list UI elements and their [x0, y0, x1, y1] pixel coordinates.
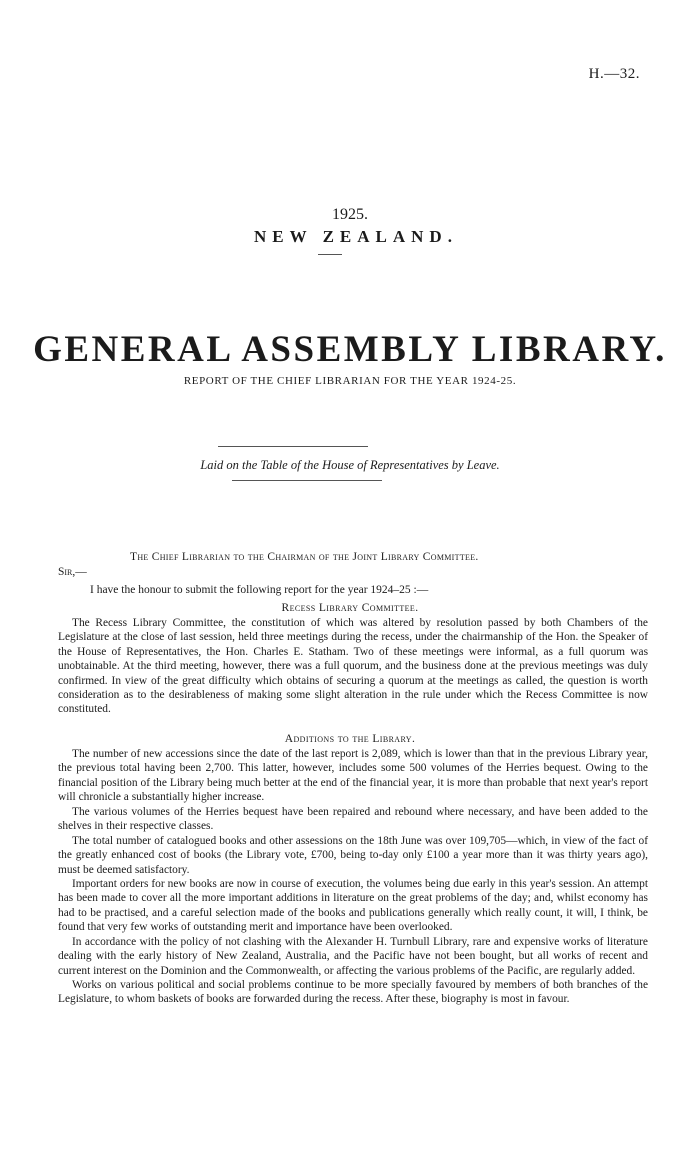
laid-on-table-note: Laid on the Table of the House of Representatives by Leave. — [200, 458, 500, 472]
letter-intro: I have the honour to submit the following report for the year 1924–25 :— — [90, 584, 429, 596]
paragraph-accessions: The number of new accessions since the date of the last report is 2,089, which is lower than that in the previous Library year, the previous total having been 2,700. This latter, however, includes some 500 volumes of the Herries bequest. Owing to the financial position of the Library being much better at the end of the financial year, it is more than probable that next year's report will chronicle a substantially higher increase. — [58, 748, 648, 804]
document-title: GENERAL ASSEMBLY LIBRARY. — [33, 329, 667, 370]
report-year: 1925. — [332, 206, 368, 223]
paragraph-new-orders: Important orders for new books are now in course of execution, the volumes being due early in this year's session. An attempt has been made to cover all the more important additions in literature on the great problems of the day; and, whilst economy has had to be practised, and a careful selection made of the books and publications generally which really count, it will, I think, be found that very few works of outstanding merit and importance have been overlooked. — [58, 878, 648, 934]
paragraph-catalogued-total: The total number of catalogued books and other assessions on the 18th June was over 109,705—which, in view of the fact of the greatly enhanced cost of books (the Library vote, £700, being to-day only £100 a year more than it was thirty years ago), must be deemed satisfactory. — [58, 835, 648, 876]
letter-address-line: The Chief Librarian to the Chairman of the Joint Library Committee. — [130, 551, 479, 563]
paragraph-political-works: Works on various political and social problems continue to be more specially favoured by members of both branches of the Legislature, to whom baskets of books are forwarded during the recess. After these, biography is most in favour. — [58, 979, 648, 1006]
letter-salutation: Sir,— — [58, 566, 87, 578]
paragraph-turnbull-policy: In accordance with the policy of not clashing with the Alexander H. Turnbull Library, rare and expensive works of literature dealing with the early history of New Zealand, Australia, and the Pacific have not been bought, but all works of recent and current interest on the Dominion and the Commonwealth, or affecting the various problems of the Pacific, are regularly added. — [58, 936, 648, 977]
document-subtitle: REPORT OF THE CHIEF LIBRARIAN FOR THE YEAR 1924-25. — [183, 375, 517, 387]
paragraph-recess-committee: The Recess Library Committee, the constitution of which was altered by resolution passed by both Chambers of the Legislature at the close of last session, held three meetings during the recess, under the chairmanship of the Hon. the Speaker of the House of Representatives, the Hon. Charles E. Statham. Two of these meetings were informal, as a full quorum was unobtainable. At the third meeting, however, there was a full quorum, and the business done at the previous meetings was duly confirmed. In view of the great difficulty which obtains of securing a quorum at the meetings as called, the question is worth consideration as to the desirableness of making some slight alteration in the rule under which the Recess Committee is now constituted. — [58, 617, 648, 716]
paragraph-herries-bequest: The various volumes of the Herries bequest have been repaired and rebound where necessary, and have been added to the shelves in their respective classes. — [58, 806, 648, 833]
divider-top — [218, 446, 368, 447]
section-heading-recess-committee: Recess Library Committee. — [281, 602, 419, 614]
page-reference: H.—32. — [588, 66, 640, 82]
divider-bottom — [232, 480, 382, 481]
country-heading: NEW ZEALAND. — [254, 227, 458, 246]
short-divider — [318, 254, 342, 255]
section-heading-additions: Additions to the Library. — [284, 733, 416, 745]
